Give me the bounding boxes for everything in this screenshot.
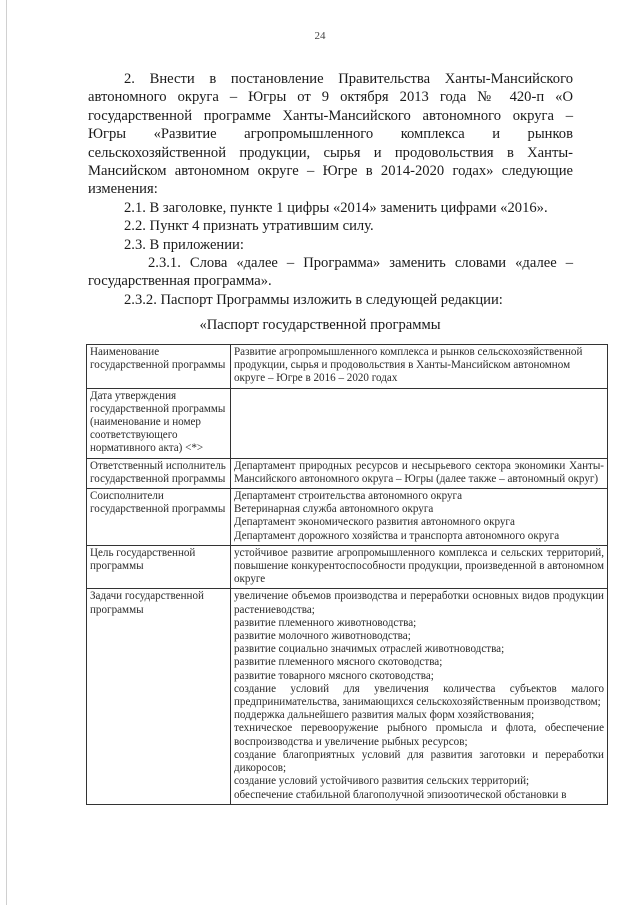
list-item: создание условий для увеличения количества субъектов малого предпринимательства, занимающихся сельскохозяйственным производством; xyxy=(234,682,604,709)
row-label: Дата утверждения государственной программы (наименование и номер соответствующего нормативного акта) <*> xyxy=(87,388,231,458)
list-item: создание условий устойчивого развития сельских территорий; xyxy=(234,775,530,788)
row-value xyxy=(231,388,608,458)
list-item: развитие племенного мясного скотоводства; xyxy=(234,656,443,669)
list-item: развитие социально значимых отраслей животноводства; xyxy=(234,643,505,656)
row-value: Департамент природных ресурсов и несырьевого сектора экономики Ханты-Мансийского автономного округа – Югры (далее также – автономный округ) xyxy=(231,458,608,488)
passport-table xyxy=(86,344,608,805)
list-item: Департамент строительства автономного округа xyxy=(234,490,463,503)
paragraph-amendment-intro: 2. Внести в постановление Правительства Ханты-Мансийского автономного округа – Югры от 9 октября 2013 года № 420-п «О государственной программе Ханты-Мансийского автономного округа – Югры «Развитие агропромышленного комплекса и рынков сельскохозяйственной продукции, сырья и продовольствия в Ханты-Мансийском автономном округе – Югре в 2014-2020 годах» следующие изменения: xyxy=(88,71,573,198)
list-item: увеличение объемов производства и переработки основных видов продукции растениеводства; xyxy=(234,590,604,616)
list-item: развитие молочного животноводства; xyxy=(234,630,411,643)
table-row-co-executors xyxy=(87,489,608,546)
paragraph-2-3-2: 2.3.2. Паспорт Программы изложить в следующей редакции: xyxy=(124,291,503,308)
row-label: Цель государственной программы xyxy=(87,545,231,589)
row-label: Ответственный исполнитель государственной программы xyxy=(87,458,231,488)
table-row-program-name xyxy=(87,345,608,389)
list-item: развитие племенного животноводства; xyxy=(234,616,417,629)
paragraph-2-3-1: 2.3.1. Слова «далее – Программа» заменить словами «далее – государственная программа». xyxy=(88,255,573,290)
table-row-program-tasks xyxy=(87,589,608,804)
paragraph-2-2: 2.2. Пункт 4 признать утратившим силу. xyxy=(124,218,374,235)
list-item: обеспечение стабильной благополучной эпизоотической обстановки в xyxy=(234,788,567,801)
row-value: устойчивое развитие агропромышленного комплекса и сельских территорий, повышение конкурентоспособности продукции, произведенной в автономном округе xyxy=(231,545,608,589)
list-item: Департамент дорожного хозяйства и транспорта автономного округа xyxy=(234,529,560,542)
passport-title: «Паспорт государственной программы xyxy=(199,317,441,333)
list-item: создание благоприятных условий для развития заготовки и переработки дикоросов; xyxy=(234,748,604,775)
row-label: Задачи государственной программы xyxy=(87,589,231,804)
row-value xyxy=(231,489,608,546)
page-number: 24 xyxy=(314,30,326,42)
list-item: Департамент экономического развития автономного округа xyxy=(234,516,515,529)
table-row-responsible-executor xyxy=(87,458,608,488)
list-item: Ветеринарная служба автономного округа xyxy=(234,503,434,516)
table-row-program-goal xyxy=(87,545,608,589)
row-value xyxy=(231,589,608,804)
table-row-approval-date xyxy=(87,388,608,458)
list-item: техническое перевооружение рыбного промысла и флота, обеспечение воспроизводства и увеличение рыбных ресурсов; xyxy=(234,722,604,748)
paragraph-2-3: 2.3. В приложении: xyxy=(124,236,244,253)
row-label: Наименование государственной программы xyxy=(87,345,231,389)
list-item: развитие товарного мясного скотоводства; xyxy=(234,669,434,682)
document-body xyxy=(88,70,573,309)
row-value: Развитие агропромышленного комплекса и рынков сельскохозяйственной продукции, сырья и продовольствия в Ханты-Мансийском автономном округе – Югре в 2016 – 2020 годах xyxy=(231,345,608,389)
paragraph-2-1: 2.1. В заголовке, пункте 1 цифры «2014» заменить цифрами «2016». xyxy=(124,199,548,216)
row-label: Соисполнители государственной программы xyxy=(87,489,231,546)
scan-edge-line xyxy=(6,0,7,905)
list-item: поддержка дальнейшего развития малых форм хозяйствования; xyxy=(234,709,535,722)
